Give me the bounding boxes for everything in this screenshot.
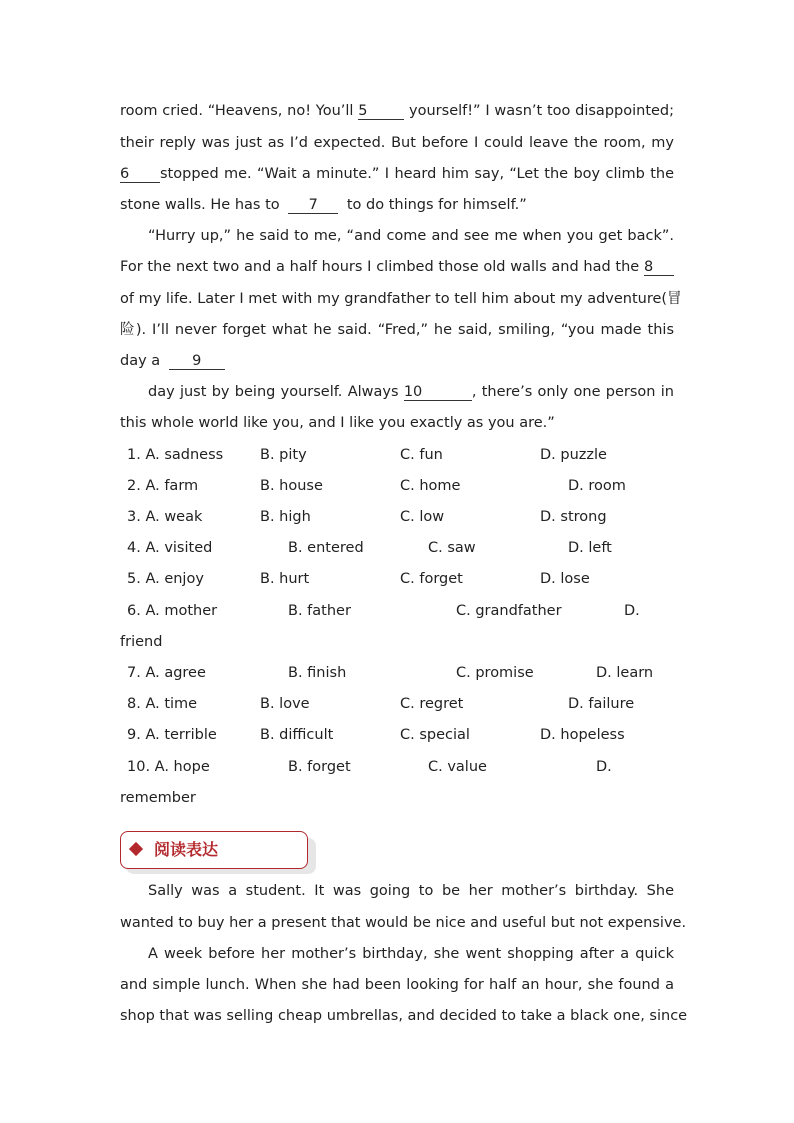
blank-5: 5 (358, 103, 404, 120)
passage-line: “Hurry up,” he said to me, “and come and see me when you get back”. (148, 228, 674, 244)
question-7-d: D. learn (596, 665, 654, 681)
question-3-c: C. low (400, 509, 445, 525)
question-5-a: 5. A. enjoy (127, 571, 204, 587)
passage2-line: shop that was selling cheap umbrellas, and decided to take a black one, since (120, 1008, 688, 1024)
question-2-c: C. home (400, 478, 461, 494)
question-9-c: C. special (400, 727, 470, 743)
question-10-d: D. (596, 759, 612, 775)
question-4-c: C. saw (428, 540, 476, 556)
question-1-c: C. fun (400, 447, 443, 463)
blank-8: 8 (644, 259, 674, 276)
question-8-a: 8. A. time (127, 696, 198, 712)
blank-6: 6 (120, 166, 160, 183)
passage-line: their reply was just as I’d expected. But before I could leave the room, my (120, 135, 674, 151)
question-5-c: C. forget (400, 571, 463, 587)
question-3-d: D. strong (540, 509, 607, 525)
blank-9: 9 (169, 353, 225, 370)
passage-line: 险). I’ll never forget what he said. “Fred,” he said, smiling, “you made this (120, 322, 674, 338)
question-7-b: B. finish (288, 665, 347, 681)
passage2-line: wanted to buy her a present that would be nice and useful but not expensive. (120, 915, 687, 931)
question-7-a: 7. A. agree (127, 665, 206, 681)
question-10-c: C. value (428, 759, 487, 775)
question-6-d-text: friend (120, 634, 163, 650)
question-6-d: D. (624, 603, 640, 619)
passage2-line: A week before her mother’s birthday, she went shopping after a quick (148, 946, 674, 962)
question-3-a: 3. A. weak (127, 509, 203, 525)
question-9-a: 9. A. terrible (127, 727, 217, 743)
question-4-d: D. left (568, 540, 612, 556)
question-10-a: 10. A. hope (127, 759, 210, 775)
question-2-b: B. house (260, 478, 323, 494)
passage-line: For the next two and a half hours I climbed those old walls and had the 8 (120, 257, 674, 277)
question-1-d: D. puzzle (540, 447, 607, 463)
passage-line: this whole world like you, and I like you exactly as you are.” (120, 415, 555, 431)
question-4-a: 4. A. visited (127, 540, 213, 556)
question-1-a: 1. A. sadness (127, 447, 224, 463)
passage-line: room cried. “Heavens, no! You’ll 5 yourself!” I wasn’t too disappointed; (120, 103, 675, 119)
question-6-b: B. father (288, 603, 351, 619)
passage-line: day a 9 (120, 351, 674, 371)
blank-7: 7 (288, 197, 338, 214)
blank-10: 10 (404, 384, 472, 401)
question-2-a: 2. A. farm (127, 478, 199, 494)
question-6-a: 6. A. mother (127, 603, 218, 619)
question-5-d: D. lose (540, 571, 590, 587)
passage2-line: Sally was a student. It was going to be her mother’s birthday. She (148, 883, 674, 899)
passage2-line: and simple lunch. When she had been looking for half an hour, she found a (120, 977, 674, 993)
question-10-d-text: remember (120, 790, 196, 806)
question-9-d: D. hopeless (540, 727, 625, 743)
passage-line: of my life. Later I met with my grandfather to tell him about my adventure(冒 (120, 291, 682, 307)
question-5-b: B. hurt (260, 571, 310, 587)
question-10-b: B. forget (288, 759, 351, 775)
question-8-c: C. regret (400, 696, 464, 712)
question-3-b: B. high (260, 509, 311, 525)
passage-line: 6 stopped me. “Wait a minute.” I heard him say, “Let the boy climb the (120, 166, 674, 182)
question-2-d: D. room (568, 478, 626, 494)
question-4-b: B. entered (288, 540, 364, 556)
question-8-b: B. love (260, 696, 310, 712)
question-8-d: D. failure (568, 696, 635, 712)
question-9-b: B. difficult (260, 727, 334, 743)
passage-line: stone walls. He has to 7 to do things for himself.” (120, 197, 527, 213)
question-1-b: B. pity (260, 447, 307, 463)
section-title: 阅读表达 (154, 840, 219, 859)
passage-line: day just by being yourself. Always 10 , there’s only one person in (148, 384, 674, 400)
question-7-c: C. promise (456, 665, 534, 681)
question-6-c: C. grandfather (456, 603, 562, 619)
